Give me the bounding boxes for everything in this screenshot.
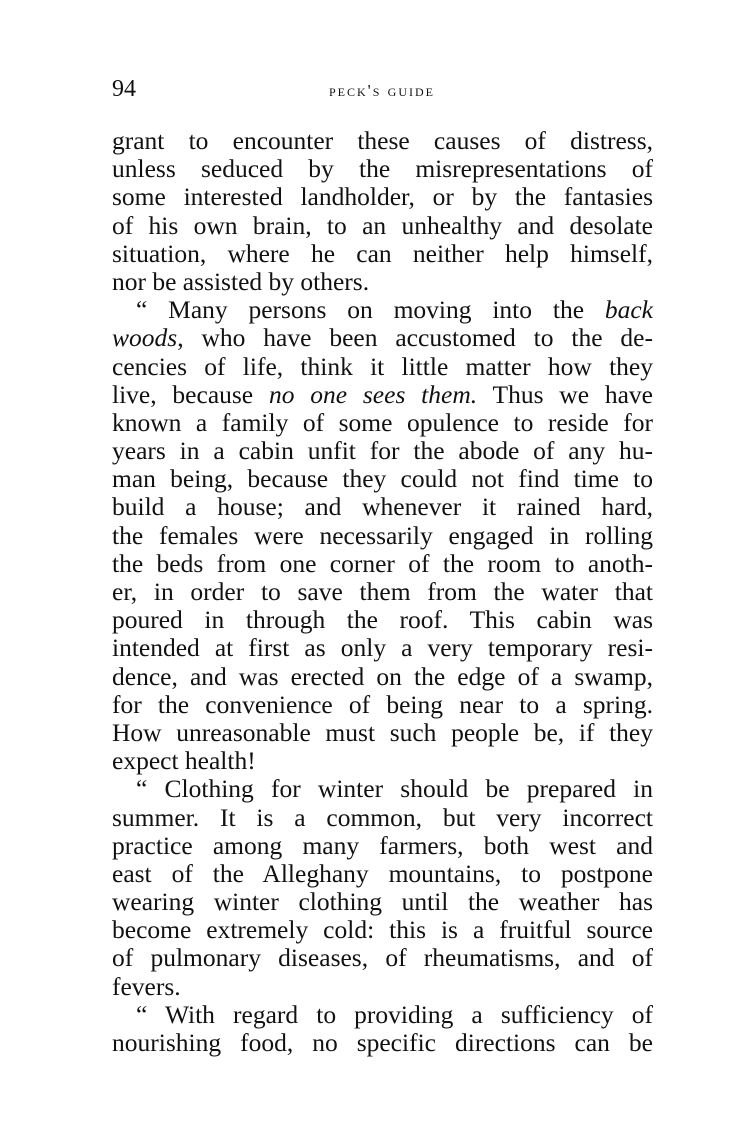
page-number: 94: [112, 76, 136, 102]
text-segment: known a family of some opulence to reside for: [112, 407, 653, 437]
text-line: [112, 127, 653, 155]
text-segment: “ Many persons on moving into the: [136, 295, 605, 325]
text-segment: expect health!: [112, 746, 256, 776]
text-segment: years in a cabin unfit for the abode of any hu-: [112, 436, 653, 466]
body-text: [112, 127, 653, 1057]
text-line: [112, 296, 653, 324]
text-line: [112, 775, 653, 803]
text-line: [112, 747, 653, 775]
text-segment: unless seduced by the misrepresentations of: [112, 154, 653, 184]
text-line: [112, 353, 653, 381]
text-segment: the beds from one corner of the room to anoth-: [112, 548, 653, 578]
text-segment: build a house; and whenever it rained hard,: [112, 492, 653, 522]
text-line: [112, 522, 653, 550]
text-line: [112, 944, 653, 972]
text-segment: intended at first as only a very temporary resi-: [112, 633, 653, 663]
text-line: [112, 916, 653, 944]
text-line: [112, 324, 653, 352]
text-segment: Thus we have: [477, 379, 653, 409]
text-segment: dence, and was erected on the edge of a swamp,: [112, 661, 653, 691]
text-line: [112, 155, 653, 183]
text-segment: , who have been accustomed to the de-: [177, 323, 653, 353]
text-segment: of his own brain, to an unhealthy and desolate: [112, 210, 653, 240]
text-line: [112, 493, 653, 521]
text-line: [112, 973, 653, 1001]
text-segment: grant to encounter these causes of distress,: [112, 126, 653, 155]
text-line: [112, 663, 653, 691]
text-segment: “ Clothing for winter should be prepared in: [136, 774, 653, 804]
text-line: [112, 1001, 653, 1029]
text-segment: for the convenience of being near to a spring.: [112, 689, 653, 719]
text-line: [112, 804, 653, 832]
text-segment: fevers.: [112, 971, 181, 1001]
text-segment: practice among many farmers, both west and: [112, 830, 653, 860]
text-segment: the females were necessarily engaged in rolling: [112, 520, 653, 550]
text-line: [112, 268, 653, 296]
text-segment: er, in order to save them from the water that: [112, 577, 653, 606]
text-line: [112, 578, 653, 606]
text-line: [112, 550, 653, 578]
text-segment: of pulmonary diseases, of rheumatisms, and of: [112, 943, 653, 973]
text-line: [112, 860, 653, 888]
text-segment: nourishing food, no specific directions can be: [112, 1028, 653, 1057]
text-segment: “ With regard to providing a sufficiency of: [136, 999, 653, 1029]
text-line: [112, 1029, 653, 1057]
page-header: [112, 76, 652, 106]
text-line: [112, 212, 653, 240]
running-title: peck's guide: [329, 81, 435, 100]
italic-text: back: [604, 295, 653, 325]
text-segment: summer. It is a common, but very incorrect: [112, 802, 653, 832]
text-segment: poured in through the roof. This cabin was: [112, 605, 653, 635]
text-line: [112, 465, 653, 493]
text-line: [112, 606, 653, 634]
text-line: [112, 409, 653, 437]
text-segment: cencies of life, think it little matter how they: [112, 351, 653, 381]
text-line: [112, 719, 653, 747]
text-line: [112, 240, 653, 268]
text-line: [112, 634, 653, 662]
text-segment: wearing winter clothing until the weather has: [112, 887, 653, 917]
text-segment: nor be assisted by others.: [112, 266, 370, 296]
text-segment: east of the Alleghany mountains, to postpone: [112, 858, 653, 888]
text-segment: become extremely cold: this is a fruitful source: [112, 915, 653, 945]
text-segment: some interested landholder, or by the fantasies: [112, 182, 653, 212]
text-line: [112, 832, 653, 860]
italic-text: woods: [112, 323, 178, 353]
text-segment: man being, because they could not find time to: [112, 464, 653, 494]
text-line: [112, 183, 653, 211]
text-segment: live, because: [112, 379, 269, 409]
text-line: [112, 381, 653, 409]
text-segment: situation, where he can neither help himself,: [112, 238, 653, 268]
text-line: [112, 691, 653, 719]
text-segment: How unreasonable must such people be, if they: [112, 717, 653, 747]
text-line: [112, 437, 653, 465]
italic-text: no one sees them.: [268, 379, 478, 409]
text-line: [112, 888, 653, 916]
